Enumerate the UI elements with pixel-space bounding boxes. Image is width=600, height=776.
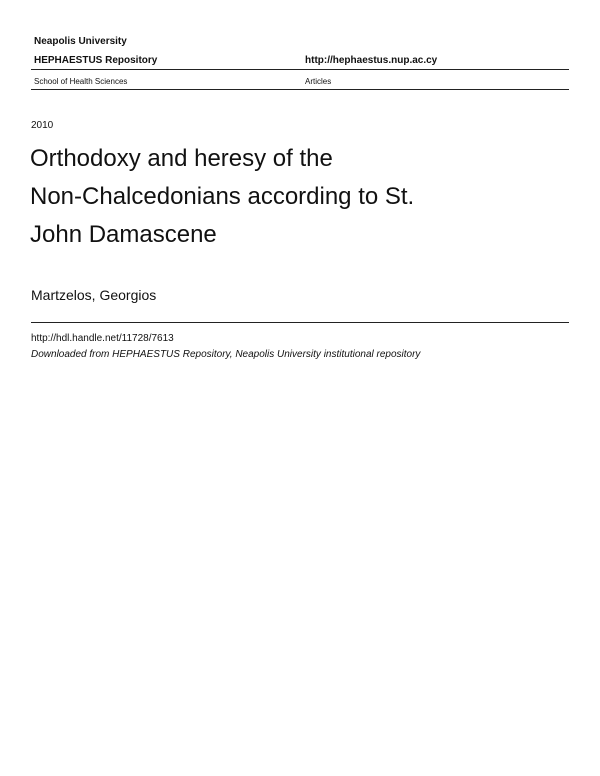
title-line-1: Orthodoxy and heresy of the	[30, 145, 333, 172]
download-note: Downloaded from HEPHAESTUS Repository, Neapolis University institutional repository	[31, 349, 421, 360]
institution-name: Neapolis University	[34, 36, 127, 47]
item-type-label: Articles	[305, 77, 332, 86]
header-divider-bottom	[31, 89, 569, 90]
repository-url-link[interactable]: http://hephaestus.nup.ac.cy	[305, 55, 438, 66]
author-name: Martzelos, Georgios	[31, 287, 157, 303]
title-line-3: John Damascene	[30, 221, 217, 248]
publication-year: 2010	[31, 120, 54, 131]
footer-divider	[31, 322, 569, 323]
document-title	[30, 140, 550, 254]
handle-url-link[interactable]: http://hdl.handle.net/11728/7613	[31, 333, 174, 344]
header-divider-top	[31, 69, 569, 70]
school-label: School of Health Sciences	[34, 77, 128, 86]
title-line-2: Non-Chalcedonians according to St.	[30, 183, 415, 210]
repository-name: HEPHAESTUS Repository	[34, 55, 158, 66]
